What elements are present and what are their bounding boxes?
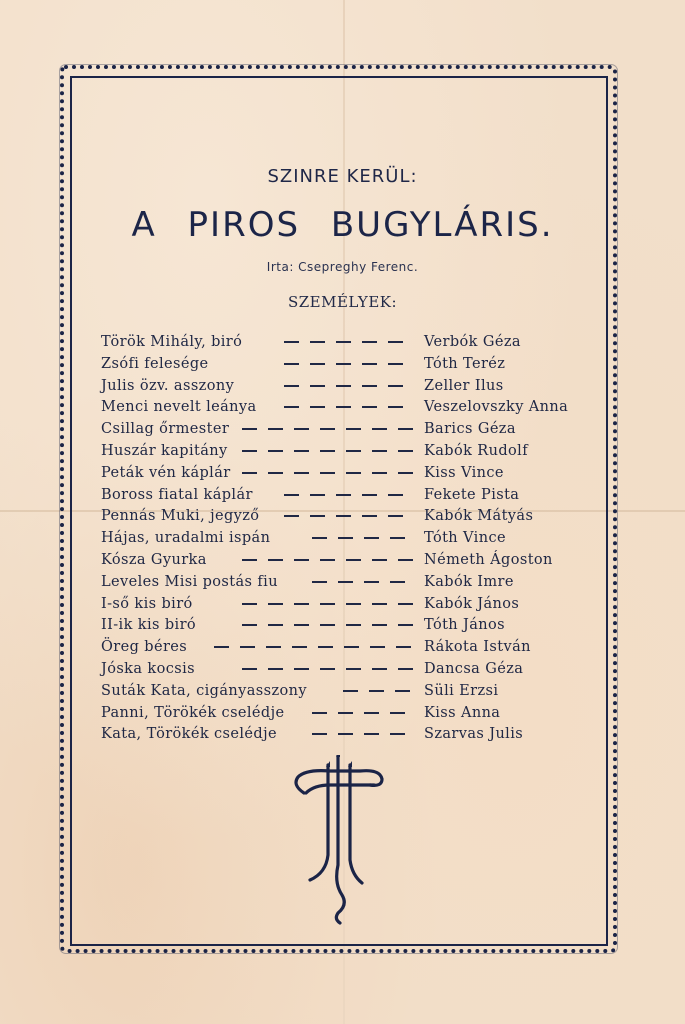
dash-leader: [242, 463, 424, 485]
actor-name: Szarvas Julis: [424, 726, 524, 743]
cast-row: [101, 485, 591, 507]
dash-leader: [312, 703, 416, 725]
actor-name: Fekete Pista: [424, 486, 520, 503]
cast-row: [101, 615, 591, 637]
dash-leader: [284, 376, 414, 398]
dash-leader: [242, 441, 424, 463]
monogram-ornament-icon: [290, 755, 390, 925]
role-name: Peták vén káplár: [101, 464, 231, 481]
cast-row: [101, 550, 591, 572]
role-name: Zsófi felesége: [101, 355, 209, 372]
role-name: Julis özv. asszony: [101, 377, 235, 394]
role-name: Huszár kapitány: [101, 442, 228, 459]
title-word: A: [131, 205, 157, 245]
actor-name: Verbók Géza: [424, 334, 521, 350]
cast-row: [101, 637, 591, 659]
subheading: SZINRE KERÜL:: [267, 166, 418, 187]
cast-row: [101, 376, 591, 398]
role-name: Leveles Misi postás fiu: [101, 573, 278, 590]
dash-leader: [242, 659, 424, 681]
play-title: [0, 205, 685, 245]
dash-leader: [343, 681, 421, 703]
dash-leader: [242, 615, 424, 637]
cast-row: [101, 659, 591, 681]
title-word: BUGYLÁRIS.: [330, 205, 554, 245]
role-name: I-ső kis biró: [101, 595, 193, 612]
actor-name: Zeller Ilus: [424, 377, 504, 394]
cast-row: [101, 572, 591, 594]
actor-name: Németh Ágoston: [424, 551, 553, 568]
dash-leader: [284, 506, 414, 528]
actor-name: Kabók Rudolf: [424, 442, 528, 459]
author-line: Irta: Csepreghy Ferenc.: [266, 260, 419, 274]
cast-row: [101, 419, 591, 441]
dash-leader: [242, 594, 424, 616]
role-name: Panni, Törökék cselédje: [101, 704, 285, 721]
actor-name: Veszelovszky Anna: [424, 399, 569, 416]
dash-leader: [312, 528, 416, 550]
role-name: Suták Kata, cigányasszony: [101, 682, 307, 699]
role-name: Kósza Gyurka: [101, 551, 207, 568]
cast-row: [101, 354, 591, 376]
cast-row: [101, 724, 591, 746]
cast-row: [101, 463, 591, 485]
role-name: Pennás Muki, jegyző: [101, 508, 260, 525]
role-name: Öreg béres: [101, 639, 188, 656]
cast-row: [101, 441, 591, 463]
role-name: Kata, Törökék cselédje: [101, 726, 277, 743]
actor-name: Kiss Vince: [424, 464, 504, 481]
dash-leader: [284, 397, 414, 419]
cast-row: [101, 528, 591, 550]
actor-name: Süli Erzsi: [424, 682, 499, 699]
actor-name: Tóth János: [424, 617, 506, 634]
cast-row: [101, 594, 591, 616]
actor-name: Rákota István: [424, 639, 531, 656]
dash-leader: [312, 572, 416, 594]
dash-leader: [284, 332, 414, 354]
cast-list: [101, 332, 591, 746]
role-name: Jóska kocsis: [101, 660, 195, 677]
cast-row: [101, 703, 591, 725]
actor-name: Kabók János: [424, 595, 520, 612]
dash-leader: [242, 550, 424, 572]
role-name: Boross fiatal káplár: [101, 486, 253, 503]
actor-name: Barics Géza: [424, 421, 516, 438]
actor-name: Tóth Vince: [424, 530, 506, 547]
role-name: II-ik kis biró: [101, 617, 197, 634]
actor-name: Kabók Mátyás: [424, 508, 534, 525]
dash-leader: [284, 354, 414, 376]
dash-leader: [214, 637, 422, 659]
title-word: PIROS: [187, 205, 301, 245]
cast-row: [101, 506, 591, 528]
actor-name: Tóth Teréz: [424, 355, 506, 372]
actor-name: Kiss Anna: [424, 704, 501, 721]
dash-leader: [242, 419, 424, 441]
actor-name: Dancsa Géza: [424, 660, 524, 677]
dash-leader: [284, 485, 414, 507]
role-name: Török Mihály, biró: [101, 334, 243, 350]
role-name: Hájas, uradalmi ispán: [101, 530, 271, 547]
role-name: Menci nevelt leánya: [101, 399, 257, 416]
cast-row: [101, 397, 591, 419]
role-name: Csillag őrmester: [101, 421, 230, 438]
cast-row: [101, 681, 591, 703]
dash-leader: [312, 724, 416, 746]
persons-heading: SZEMÉLYEK:: [287, 293, 398, 311]
actor-name: Kabók Imre: [424, 573, 514, 590]
cast-row: [101, 332, 591, 354]
